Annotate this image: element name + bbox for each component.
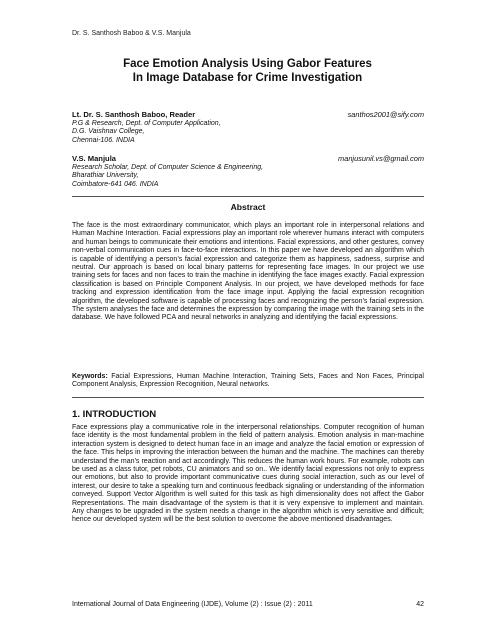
author-name: V.S. Manjula xyxy=(72,154,117,163)
author-block-2 xyxy=(72,155,424,189)
page-number: 42 xyxy=(416,601,424,608)
page-footer xyxy=(72,601,424,608)
affiliation-line: P.G & Research, Dept. of Computer Application, xyxy=(72,119,221,127)
abstract-heading: Abstract xyxy=(230,202,266,212)
affiliation-line: Coimbatore-641 046. INDIA xyxy=(72,180,159,188)
affiliation-line: Research Scholar, Dept. of Computer Science & Engineering, xyxy=(72,163,264,171)
title-line-2: In Image Database for Crime Investigation xyxy=(132,72,363,84)
author-email: santhos2001@sify.com xyxy=(347,110,424,119)
author-email: manjusunil.vs@gmail.com xyxy=(338,154,424,163)
introduction-heading: 1. INTRODUCTION xyxy=(72,409,157,420)
title-line-1: Face Emotion Analysis Using Gabor Features xyxy=(123,58,372,70)
running-head: Dr. S. Santhosh Baboo & V.S. Manjula xyxy=(72,30,191,37)
affiliation-line: Chennai-106. INDIA xyxy=(72,136,135,144)
keywords xyxy=(72,373,424,390)
divider xyxy=(72,397,424,398)
abstract-text: The face is the most extraordinary communicator, which plays an important role in interpersonal relations and Human Machine Interaction. Facial expressions play an important role wherever humans interact with computers and human beings to communicate their emotions and intentions. Facial expressions, and other gestures, convey non-verbal communication cues in face-to-face interactions. In this paper we have developed an algorithm which is capable of identifying a person’s facial expression and categorize them as happiness, sadness, surprise and neutral. Our approach is based on local binary patterns for representing face images. In our project we use training sets for faces and non faces to train the machine in identifying the face images exactly. Facial expression classification is based on Principle Component Analysis. In our project, we have developed methods for face tracking and expression identification from the face image input. Applying the facial expression recognition algorithm, the developed software is capable of processing faces and recognizing the person’s facial expression. The system analyses the face and determines the expression by comparing the image with the training sets in the database. We have followed PCA and neural networks in analyzing and identifying the facial expressions. xyxy=(72,222,424,322)
introduction-text: Face expressions play a communicative role in the interpersonal relationships. Computer recognition of human face identity is the most fundamental problem in the field of pattern analysis. Emotion analysis in man-machine interaction system is designed to detect human face in an image and analyze the facial emotion or expression of the face. This helps in improving the interaction between the human and the machine. The machines can thereby understand the man’s reaction and act accordingly. This reduces the human work hours. For example, robots can be used as a class tutor, pet robots, CU animators and so on.. We identify facial expressions not only to express our emotions, but also to provide important communicative cues during social interaction, such as our level of interest, our desire to take a speaking turn and continuous feedback signaling or understanding of the information conveyed. Support Vector Algorithm is well suited for this task as high dimensionality does not affect the Gabor Representations. The main disadvantage of the system is that it is very expensive to implement and maintain. Any changes to be upgraded in the system needs a change in the algorithm which is very sensitive and difficult; hence our developed system will be the best solution to overcome the above mentioned disadvantages. xyxy=(72,424,424,524)
author-block-1 xyxy=(72,111,424,145)
paper-title xyxy=(40,57,455,85)
affiliation-line: Bharathiar University, xyxy=(72,172,139,180)
author-name: Lt. Dr. S. Santhosh Baboo, Reader xyxy=(72,110,196,119)
keywords-label: Keywords: xyxy=(72,373,108,380)
affiliation-line: D.G. Vaishnav College, xyxy=(72,128,145,136)
journal-citation: International Journal of Data Engineering (IJDE), Volume (2) : Issue (2) : 2011 xyxy=(72,601,313,608)
divider xyxy=(72,196,424,197)
keywords-text: Facial Expressions, Human Machine Interaction, Training Sets, Faces and Non Faces, Principal Component Analysis, Expression Recognition, Neural networks. xyxy=(72,373,424,389)
